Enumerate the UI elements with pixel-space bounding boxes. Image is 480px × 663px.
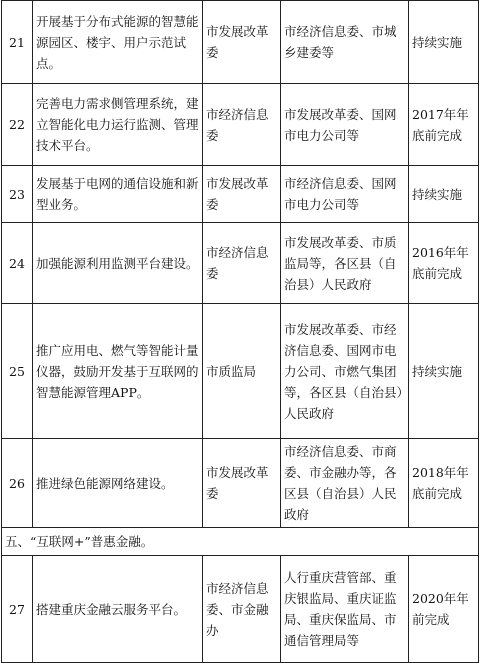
lead-unit: 市质监局 — [203, 304, 281, 439]
table-row — [2, 1, 479, 84]
deadline: 持续实施 — [409, 166, 479, 223]
table-row — [2, 439, 479, 528]
task-description: 加强能源利用监测平台建设。 — [33, 223, 203, 304]
partner-units: 市经济信息委、市商委、市金融办等，各区县（自治县）人民政府 — [281, 439, 409, 528]
row-number: 26 — [2, 439, 33, 528]
lead-unit: 市经济信息委 — [203, 84, 281, 166]
row-number: 24 — [2, 223, 33, 304]
partner-units: 市发展改革委、市经济信息委、国网市电力公司、市燃气集团等，各区县（自治县）人民政府 — [281, 304, 409, 439]
task-description: 完善电力需求侧管理系统，建立智能化电力运行监测、管理技术平台。 — [33, 84, 203, 166]
task-table — [1, 0, 479, 663]
partner-units: 市经济信息委、国网市电力公司等 — [281, 166, 409, 223]
deadline: 2017年年底前完成 — [409, 84, 479, 166]
deadline: 持续实施 — [409, 1, 479, 84]
row-number: 23 — [2, 166, 33, 223]
lead-unit: 市发展改革委 — [203, 1, 281, 84]
section-heading: 五、“互联网+”普惠金融。 — [2, 528, 479, 556]
table-row — [2, 556, 479, 663]
deadline: 2016年年底前完成 — [409, 223, 479, 304]
table-row — [2, 223, 479, 304]
deadline: 持续实施 — [409, 304, 479, 439]
row-number: 21 — [2, 1, 33, 84]
task-description: 开展基于分布式能源的智慧能源园区、楼宇、用户示范试点。 — [33, 1, 203, 84]
deadline: 2020年年前完成 — [409, 556, 479, 663]
partner-units: 人行重庆营管部、重庆银监局、重庆证监局、重庆保监局、市通信管理局等 — [281, 556, 409, 663]
section-row — [2, 528, 479, 556]
partner-units: 市发展改革委、国网市电力公司等 — [281, 84, 409, 166]
table-row — [2, 84, 479, 166]
task-description: 搭建重庆金融云服务平台。 — [33, 556, 203, 663]
row-number: 22 — [2, 84, 33, 166]
partner-units: 市发展改革委、市质监局等，各区县（自治县）人民政府 — [281, 223, 409, 304]
lead-unit: 市发展改革委 — [203, 439, 281, 528]
task-description: 推广应用电、燃气等智能计量仪器，鼓励开发基于互联网的智慧能源管理APP。 — [33, 304, 203, 439]
row-number: 27 — [2, 556, 33, 663]
lead-unit: 市发展改革委 — [203, 166, 281, 223]
task-description: 推进绿色能源网络建设。 — [33, 439, 203, 528]
row-number: 25 — [2, 304, 33, 439]
lead-unit: 市经济信息委 — [203, 223, 281, 304]
table-row — [2, 166, 479, 223]
table-row — [2, 304, 479, 439]
deadline: 2018年年底前完成 — [409, 439, 479, 528]
task-description: 发展基于电网的通信设施和新型业务。 — [33, 166, 203, 223]
lead-unit: 市经济信息委、市金融办 — [203, 556, 281, 663]
partner-units: 市经济信息委、市城乡建委等 — [281, 1, 409, 84]
